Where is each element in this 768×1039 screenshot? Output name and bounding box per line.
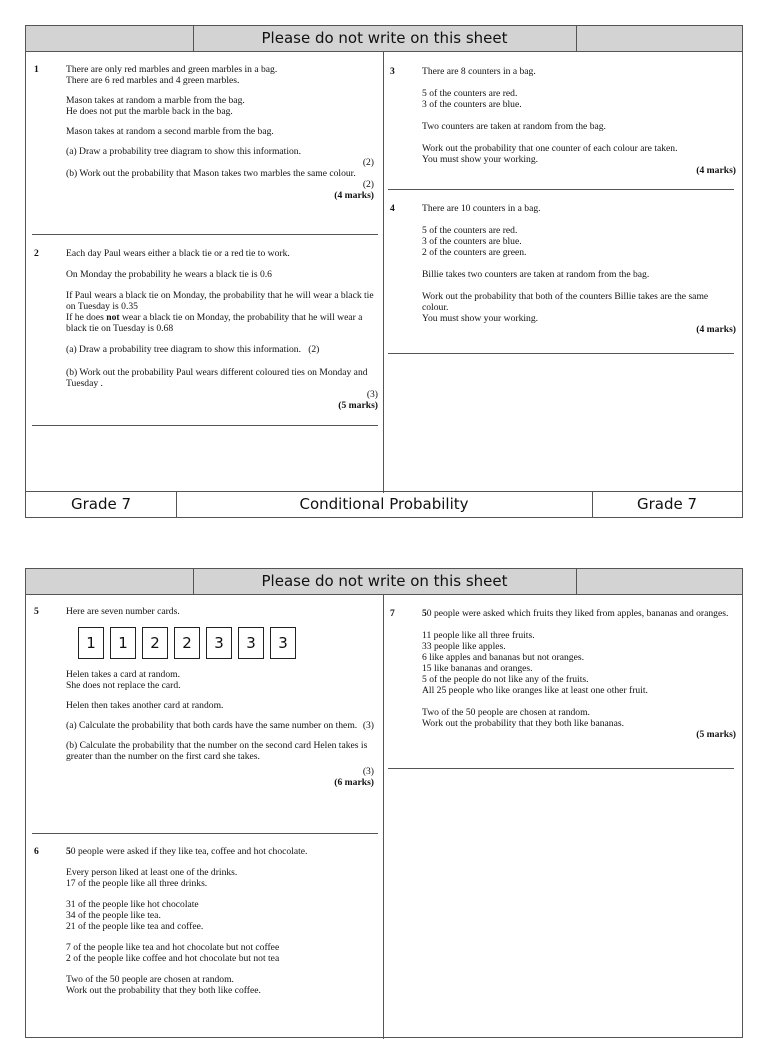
- part-marks: (3): [362, 766, 374, 777]
- question-number: 3: [390, 66, 395, 77]
- question-number: 2: [34, 248, 39, 259]
- number-card: 3: [238, 627, 264, 659]
- total-marks: (4 marks): [696, 324, 736, 335]
- number-card: 2: [174, 627, 200, 659]
- topic-title: Conditional Probability: [176, 492, 593, 517]
- column-divider: [383, 595, 384, 1039]
- question-text: Mason takes at random a second marble from the bag.: [66, 126, 274, 137]
- part-b: (b) Work out the probability that Mason takes two marbles the same colour.: [66, 168, 356, 179]
- question-number: 5: [34, 606, 39, 617]
- total-marks: (5 marks): [696, 729, 736, 740]
- column-divider: [383, 52, 384, 493]
- question-divider: [32, 833, 378, 834]
- sheet-header: [26, 569, 742, 595]
- grade-label: Grade 7: [636, 495, 698, 513]
- question-text: If Paul wears a black tie on Monday, the probability that he will wear a black tie on Tuesday is 0.35: [66, 290, 374, 312]
- question-number: 1: [34, 64, 39, 75]
- question-text: There are 6 red marbles and 4 green marbles.: [66, 75, 240, 86]
- part-marks: (3): [362, 720, 374, 731]
- number-card: 1: [110, 627, 136, 659]
- part-a: (a) Calculate the probability that both cards have the same number on them.: [66, 720, 358, 731]
- number-card: 3: [270, 627, 296, 659]
- part-b: (b) Work out the probability Paul wears different coloured ties on Monday and Tuesday .: [66, 367, 368, 389]
- sheet-header: [26, 26, 742, 52]
- part-a: (a) Draw a probability tree diagram to show this information.: [66, 344, 301, 355]
- header-notice: Please do not write on this sheet: [193, 569, 577, 594]
- question-text: There are only red marbles and green marbles in a bag.: [66, 64, 278, 75]
- question-text: Two counters are taken at random from the bag.: [422, 121, 606, 132]
- part-a: (a) Draw a probability tree diagram to show this information.: [66, 146, 301, 157]
- worksheet-1: Please do not write on this sheet 1 There are only red marbles and green marbles in a bag. There are 6 red marbles and 4 green marbles. Mason takes at random a marble from the bag. He does not put the marble back in the bag. Mason takes at random a second marble from the bag. (a) Draw a probability tree diagram to show this information. (2) (b) Work out the probability that Mason takes two marbles the same colour. (2) (4 marks) 2 Each day Paul wears either a black tie or a red tie to work. On Monday the probability he wears a black tie is 0.6 If Paul wears a black tie on Monday, the probability that he will wear a black tie on Tuesday is 0.35 If he does not wear a black tie on Monday, the probability that he will wear a black tie on Tuesday is 0.68 (a) Draw a probability tree diagram to show this information. (2) (b) Work out the probability Paul wears different coloured ties on Monday and Tuesday . (3) (5 marks) 3 There are 8 counters in a bag. 5 of the counters are red. 3 of the counters are blue. Two counters are taken at random from the bag. Work out the probability that one counter of each colour are taken. You must show your working. (4 marks) 4 There are 10 counters in a bag. 5 of the counters are red. 3 of the counters are blue. 2 of the counters are green. Billie takes two counters are taken at random from the bag. Work out the probability that both of the counters Billie takes are the same colour. You must show your working. (4 marks) Grade 7 Conditional Probability Grade 7: [25, 25, 743, 518]
- question-text: Mason takes at random a marble from the bag.: [66, 95, 245, 106]
- part-marks: (2): [362, 157, 374, 168]
- question-number: 6: [34, 846, 39, 857]
- part-marks: (2): [308, 344, 320, 355]
- question-text: Here are seven number cards.: [66, 606, 180, 617]
- question-text: There are 10 counters in a bag.: [422, 203, 541, 214]
- question-text: He does not put the marble back in the bag.: [66, 106, 233, 117]
- emphasis-text: not: [106, 312, 120, 323]
- total-marks: (6 marks): [334, 777, 374, 788]
- question-divider: [388, 189, 734, 190]
- question-text: There are 8 counters in a bag.: [422, 66, 536, 77]
- question-number: 4: [390, 203, 395, 214]
- number-card: 1: [78, 627, 104, 659]
- question-text: Helen then takes another card at random.: [66, 700, 224, 711]
- part-marks: (3): [366, 389, 378, 400]
- question-text: Each day Paul wears either a black tie or a red tie to work.: [66, 248, 290, 259]
- number-card: 3: [206, 627, 232, 659]
- question-divider: [388, 768, 734, 769]
- number-cards: [78, 627, 374, 659]
- question-divider: [388, 353, 734, 354]
- total-marks: (4 marks): [696, 165, 736, 176]
- part-b: (b) Calculate the probability that the number on the second card Helen takes is greater than the number on the first card she takes.: [66, 740, 368, 762]
- question-divider: [32, 425, 378, 426]
- grade-label: Grade 7: [26, 492, 177, 517]
- number-card: 2: [142, 627, 168, 659]
- question-text: On Monday the probability he wears a black tie is 0.6: [66, 269, 272, 280]
- question-number: 7: [390, 608, 395, 619]
- total-marks: (4 marks): [334, 190, 374, 201]
- part-marks: (2): [362, 179, 374, 190]
- header-notice: Please do not write on this sheet: [193, 26, 577, 51]
- sheet-footer: [26, 491, 742, 517]
- question-text: Billie takes two counters are taken at random from the bag.: [422, 269, 650, 280]
- worksheet-2: Please do not write on this sheet 5 Here are seven number cards. 1 1 2 2 3 3 3 Helen takes a card at random. She does not replace the card. Helen then takes another card at random. (a) Calculate the probability that both cards have the same number on them. (3) (b) Calculate the probability that the number on the second card Helen takes is greater than the number on the first card she takes. (3) (6 marks) 6 50 people were asked if they like tea, coffee and hot chocolate. Every person liked at least one of the drinks. 17 of the people like all three drinks. 31 of the people like hot chocolate 34 of the people like tea. 21 of the people like tea and coffee. 7 of the people like tea and hot chocolate but not coffee 2 of the people like coffee and hot chocolate but not tea Two of the 50 people are chosen at random. Work out the probability that they both like coffee. 7 50 people were asked which fruits they liked from apples, bananas and oranges. 11 people like all three fruits. 33 people like apples. 6 like apples and bananas but not oranges. 15 like bananas and oranges. 5 of the people do not like any of the fruits. All 25 people who like oranges like at least one other fruit. Two of the 50 people are chosen at random. Work out the probability that they both like bananas. (5 marks): [25, 568, 743, 1038]
- question-divider: [32, 234, 378, 235]
- total-marks: (5 marks): [338, 400, 378, 411]
